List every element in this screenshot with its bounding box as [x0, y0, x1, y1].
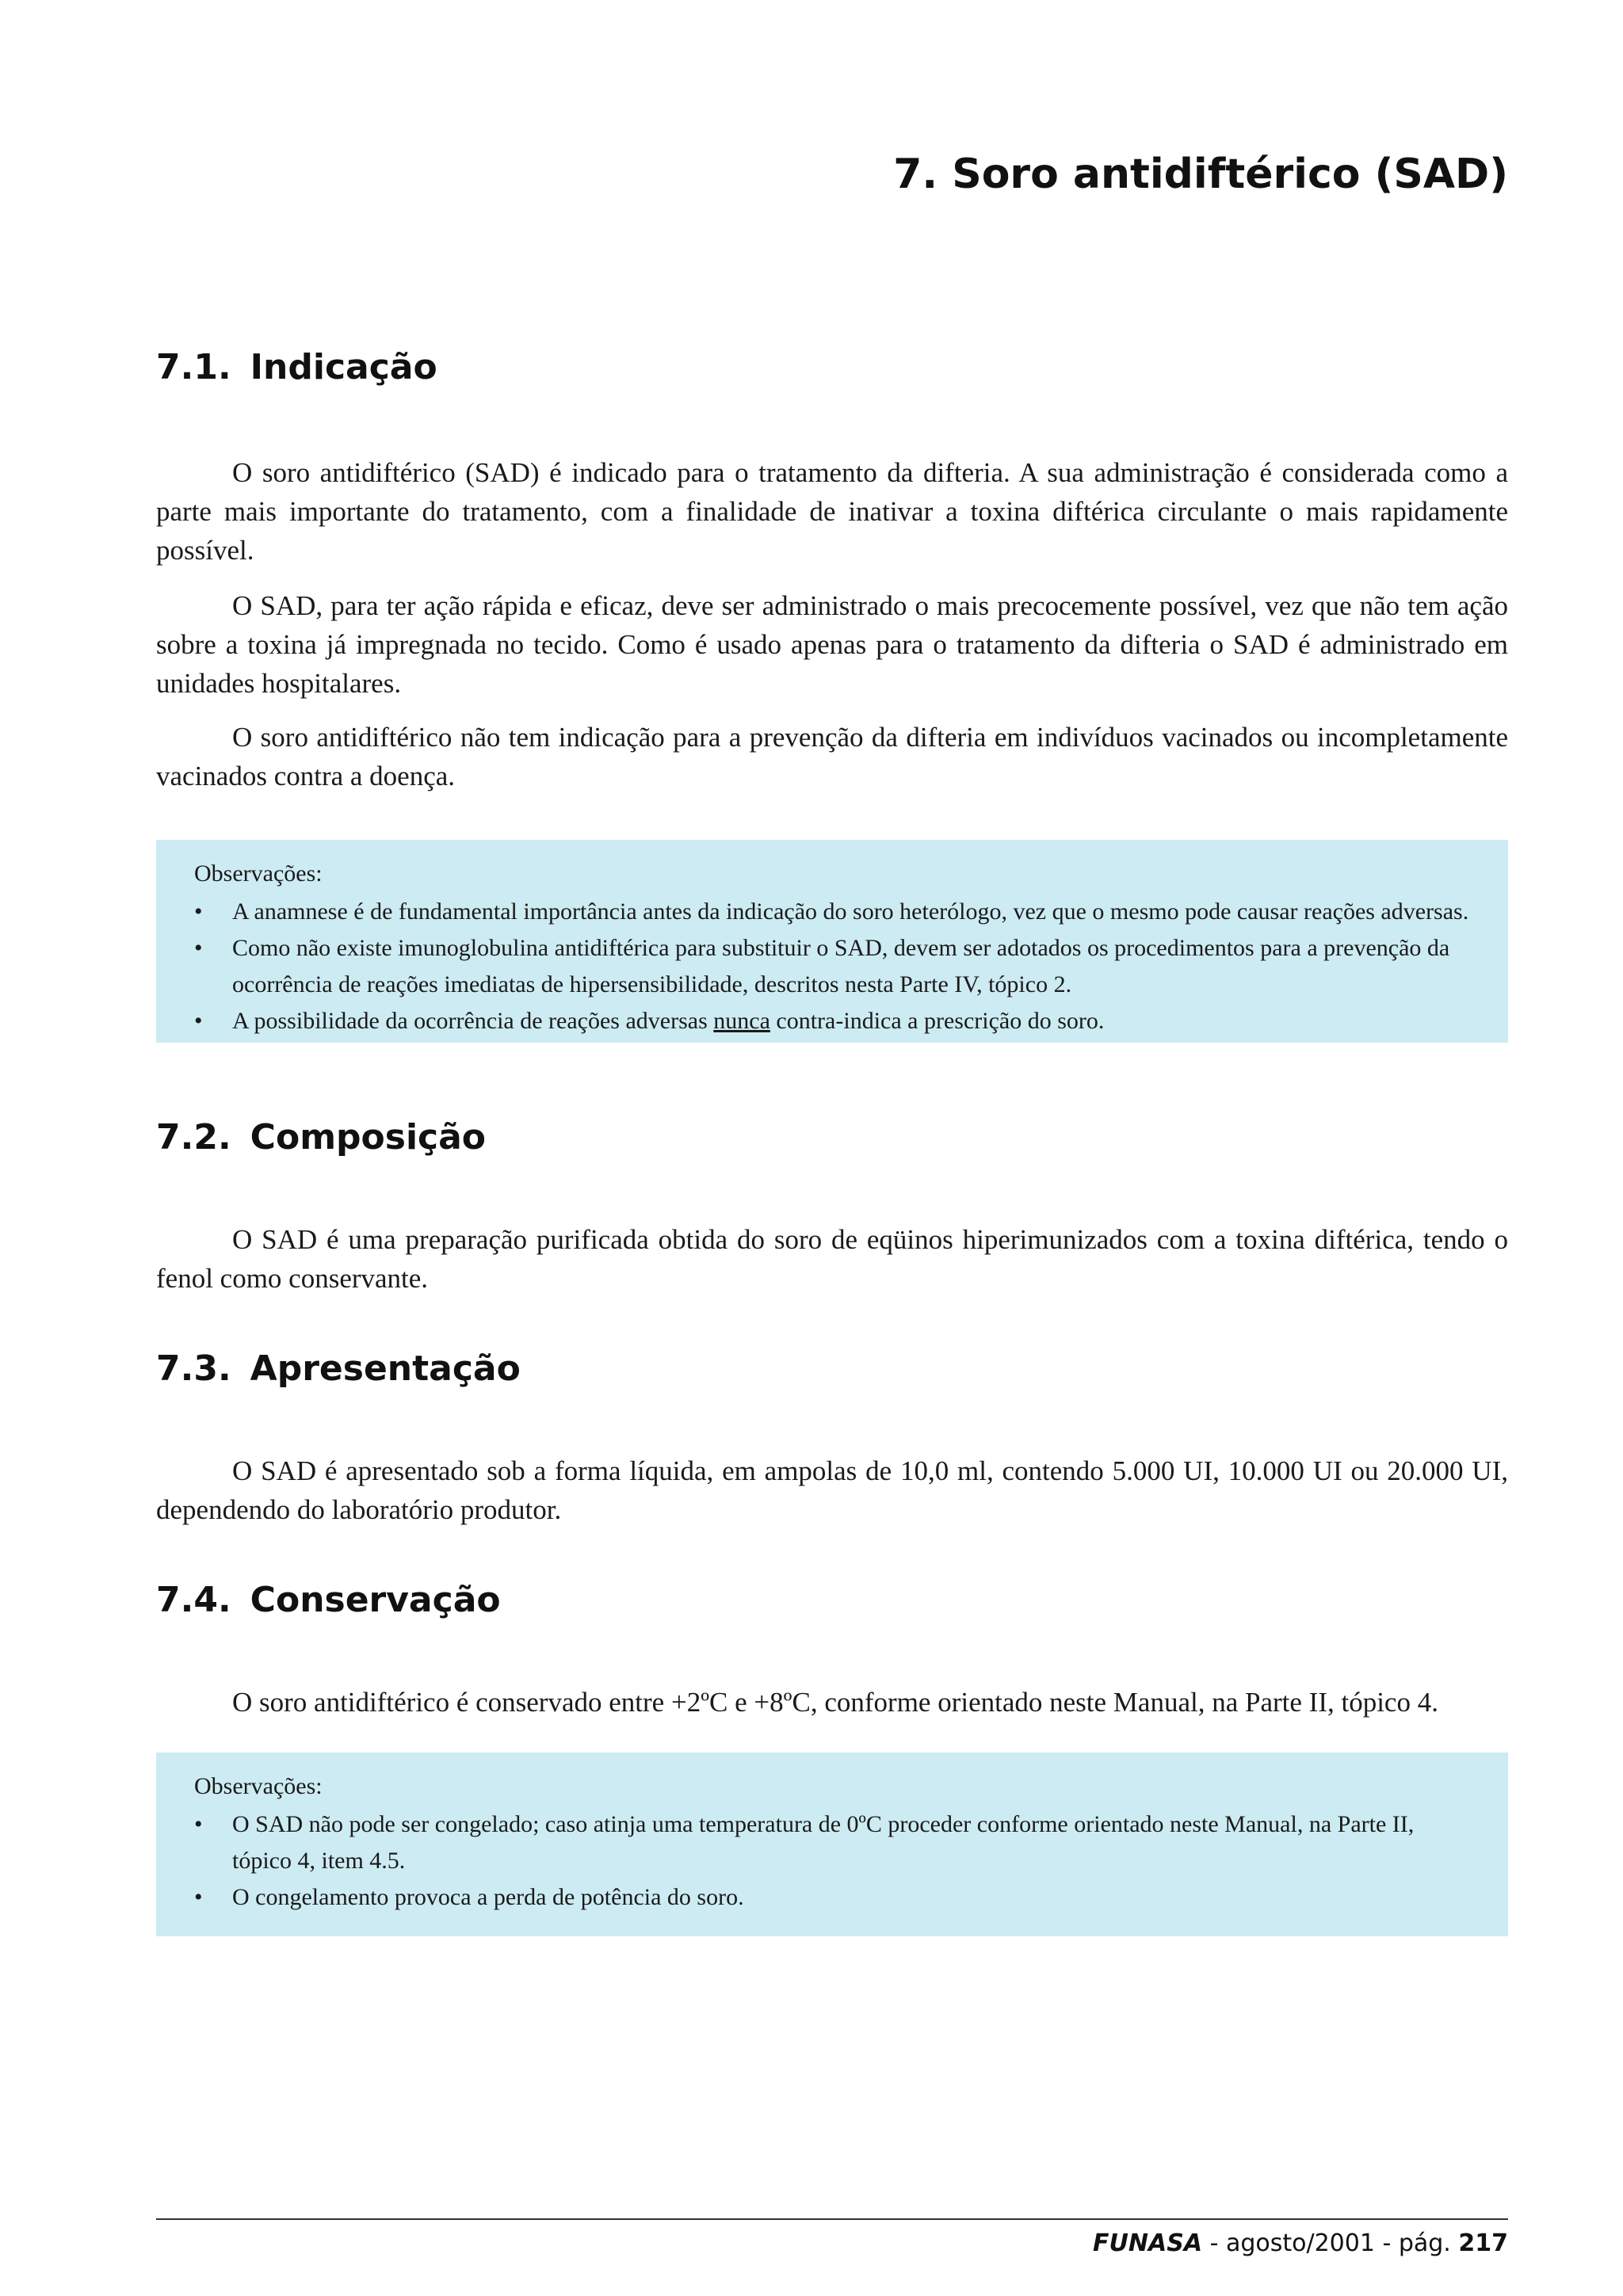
observations-label: Observações: [194, 860, 323, 887]
list-item [194, 894, 1470, 930]
document-page [156, 0, 1508, 2296]
observations-box-indicacao [156, 840, 1508, 1043]
section-number: 7.1. [156, 347, 231, 387]
section-title-text: Composição [250, 1117, 487, 1158]
footer-date: - agosto/2001 - pág. [1202, 2229, 1459, 2257]
section-title-indicacao [156, 347, 437, 387]
page-number: 217 [1458, 2229, 1508, 2257]
observation-text: A anamnese é de fundamental importância antes da indicação do soro heterólogo, vez que o mesmo pode causar reações adversas. [232, 898, 1469, 925]
observations-box-conservacao [156, 1753, 1508, 1936]
bullet-icon: • [194, 898, 203, 925]
observation-text-before: A possibilidade da ocorrência de reações adversas [232, 1008, 714, 1034]
footer-divider [156, 2218, 1508, 2220]
paragraph-apresentacao: O SAD é apresentado sob a forma líquida, em ampolas de 10,0 ml, contendo 5.000 UI, 10.000 UI ou 20.000 UI, dependendo do laboratório produtor. [156, 1455, 1508, 1525]
list-item [194, 1879, 1470, 1916]
section-title-composicao [156, 1117, 486, 1158]
observation-text-after: contra-indica a prescrição do soro. [769, 1008, 1105, 1034]
bullet-icon: • [194, 1811, 203, 1837]
bullet-icon: • [194, 1884, 203, 1910]
page-footer [1093, 2229, 1508, 2257]
observation-text: Como não existe imunoglobulina antidiftérica para substituir o SAD, devem ser adotados os procedimentos para a prevenção da ocorrência de reações imediatas de hipersensibilidade, descritos nesta Parte IV, tópico 2. [232, 935, 1450, 997]
observation-text: O SAD não pode ser congelado; caso atinja uma temperatura de 0ºC proceder conforme orientado neste Manual, na Parte II, tópico 4, item 4.5. [232, 1811, 1415, 1874]
observation-text-underlined: nunca [713, 1008, 770, 1034]
bullet-icon: • [194, 935, 203, 961]
section-title-conservacao [156, 1580, 501, 1620]
chapter-title: 7. Soro antidiftérico (SAD) [893, 151, 1508, 198]
footer-brand: FUNASA [1093, 2229, 1203, 2257]
list-item [194, 930, 1470, 1003]
paragraph-indicacao-2: O SAD, para ter ação rápida e eficaz, deve ser administrado o mais precocemente possível, vez que não tem ação sobre a toxina já impregnada no tecido. Como é usado apenas para o tratamento da difteria o SAD é administrado em unidades hospitalares. [156, 590, 1508, 699]
section-title-text: Indicação [250, 347, 437, 387]
observations-list [194, 1806, 1470, 1916]
observations-label: Observações: [194, 1773, 323, 1799]
paragraph-indicacao-1: O soro antidiftérico (SAD) é indicado para o tratamento da difteria. A sua administração é considerada como a parte mais importante do tratamento, com a finalidade de inativar a toxina diftérica circulante o mais rapidamente possível. [156, 457, 1508, 566]
observations-list [194, 894, 1470, 1039]
bullet-icon: • [194, 1008, 203, 1034]
list-item [194, 1003, 1470, 1039]
section-title-apresentacao [156, 1348, 521, 1389]
paragraph-conservacao: O soro antidiftérico é conservado entre +2ºC e +8ºC, conforme orientado neste Manual, na Parte II, tópico 4. [232, 1687, 1438, 1718]
paragraph-composicao: O SAD é uma preparação purificada obtida do soro de eqüinos hiperimunizados com a toxina diftérica, tendo o fenol como conservante. [156, 1224, 1508, 1294]
section-title-text: Apresentação [250, 1348, 521, 1389]
section-number: 7.3. [156, 1348, 231, 1389]
list-item [194, 1806, 1470, 1879]
section-number: 7.2. [156, 1117, 231, 1158]
section-number: 7.4. [156, 1580, 231, 1620]
observation-text: O congelamento provoca a perda de potência do soro. [232, 1884, 744, 1910]
paragraph-indicacao-3: O soro antidiftérico não tem indicação para a prevenção da difteria em indivíduos vacinados ou incompletamente vacinados contra a doença. [156, 722, 1508, 791]
section-title-text: Conservação [250, 1580, 501, 1620]
